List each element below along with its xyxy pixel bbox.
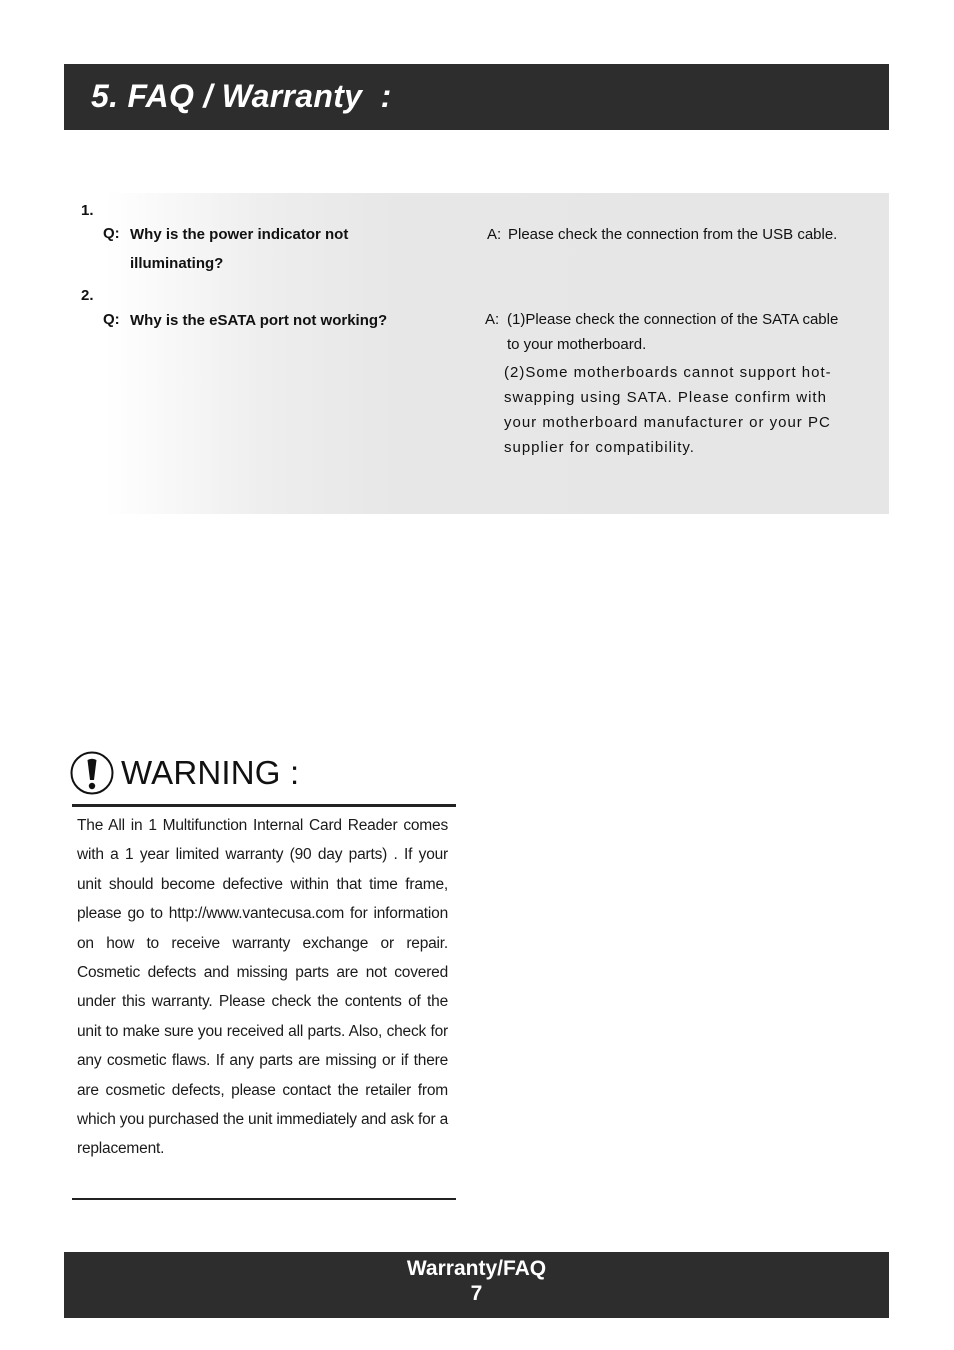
faq-item-2-answer-line: to your motherboard. bbox=[507, 336, 647, 353]
faq-item-2-answer-line: your motherboard manufacturer or your PC bbox=[504, 414, 831, 431]
warning-divider-bottom bbox=[72, 1198, 456, 1200]
faq-item-2-answer-part2 bbox=[504, 360, 832, 460]
faq-item-2-question-line: Why is the eSATA port not working? bbox=[130, 312, 388, 329]
faq-item-1-question-line: illuminating? bbox=[130, 255, 224, 272]
exclamation-circle-icon bbox=[70, 751, 114, 795]
faq-item-1-answer-line: Please check the connection from the USB cable. bbox=[508, 226, 838, 243]
faq-item-1-question-line: Why is the power indicator not bbox=[130, 226, 349, 243]
faq-item-2-question bbox=[130, 306, 387, 335]
faq-item-2-number: 2. bbox=[81, 287, 94, 304]
faq-item-1-q-label: Q: bbox=[103, 225, 120, 242]
faq-item-1-question bbox=[130, 220, 348, 278]
warning-header bbox=[70, 750, 456, 800]
header-bar bbox=[64, 64, 889, 130]
footer-section-label: Warranty/FAQ bbox=[406, 1257, 547, 1280]
faq-item-2-a-label: A: bbox=[485, 311, 500, 328]
faq-item-1-a-label: A: bbox=[487, 226, 502, 243]
warning-body: The All in 1 Multifunction Internal Card Reader comes with a 1 year limited warranty (90 day parts) . If your unit should become defective within that time frame, please go to http://www.vantecusa.com for information on how to receive warranty exchange or repair. Cosmetic defects and missing parts are not covered under this warranty. Please check the contents of the unit to make sure you received all parts. Also, check for any cosmetic flaws. If any parts are missing or if there are cosmetic defects, please contact the retailer from which you purchased the unit immediately and ask for a replacement. bbox=[77, 817, 448, 1158]
faq-item-1-number: 1. bbox=[81, 202, 94, 219]
faq-item-2-answer-part1 bbox=[507, 307, 838, 357]
faq-item-2-answer-line: (1)Please check the connection of the SATA cable bbox=[507, 311, 839, 328]
warning-title: WARNING : bbox=[121, 754, 300, 791]
page-number: 7 bbox=[470, 1282, 483, 1305]
faq-item-2-answer-line: supplier for compatibility. bbox=[504, 439, 695, 456]
warning-divider-top bbox=[72, 804, 456, 807]
footer-bar bbox=[64, 1252, 889, 1318]
faq-item-2-answer-line: swapping using SATA. Please confirm with bbox=[504, 389, 827, 406]
faq-item-2-q-label: Q: bbox=[103, 311, 120, 328]
faq-item-1-answer bbox=[508, 222, 837, 247]
faq-item-2-answer-line: (2)Some motherboards cannot support hot- bbox=[504, 364, 832, 381]
page-title: 5. FAQ / Warranty : bbox=[91, 78, 392, 114]
